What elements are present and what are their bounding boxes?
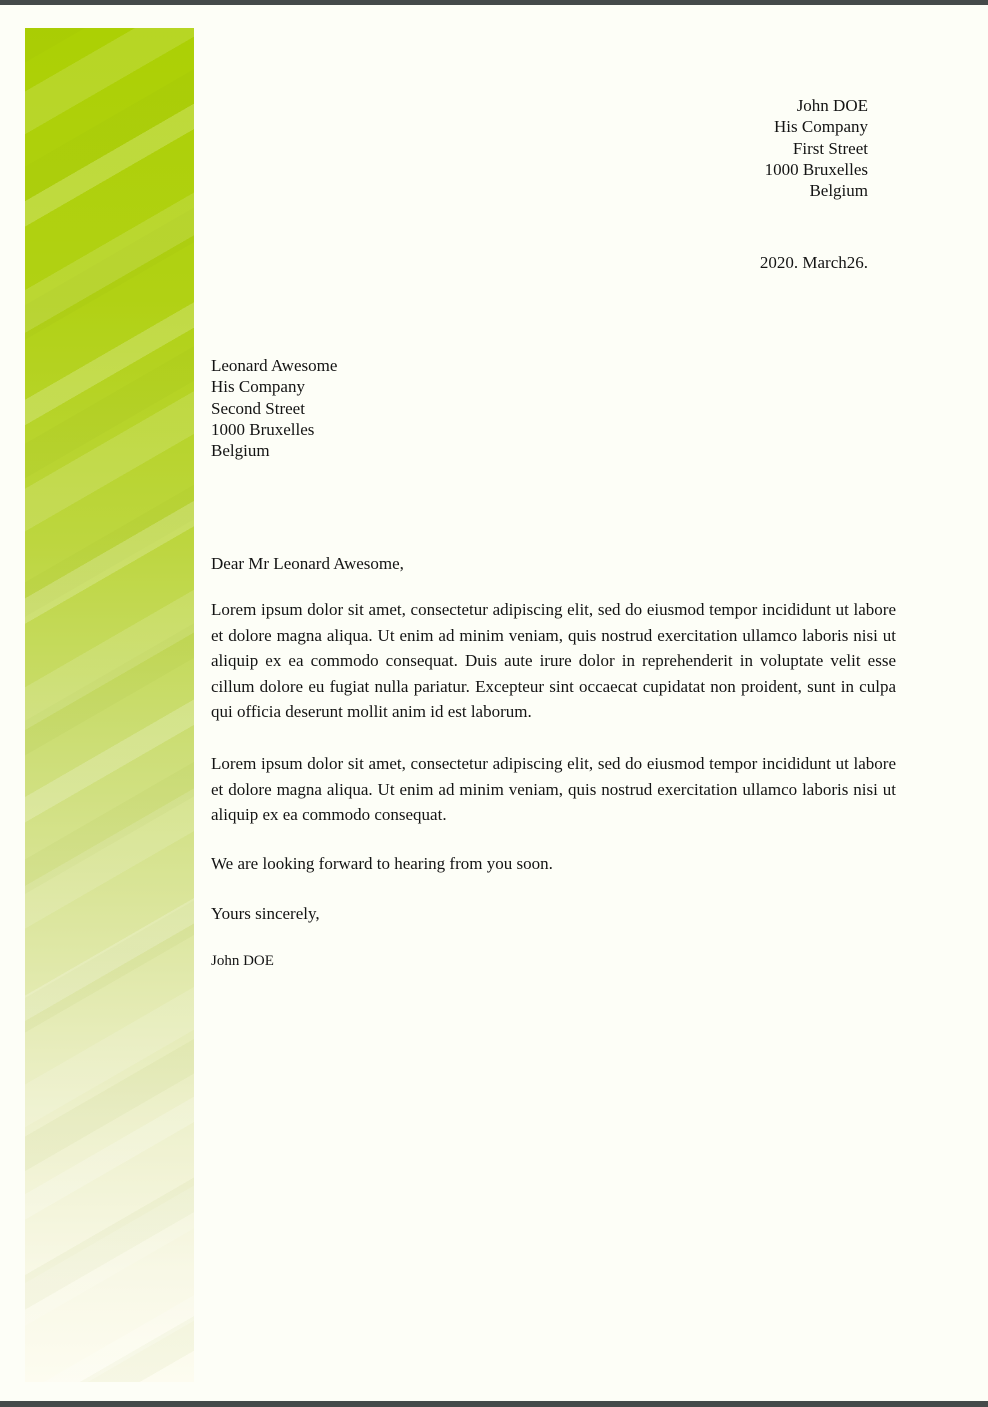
recipient-city: 1000 Bruxelles [211, 419, 315, 439]
valediction: Yours sincerely, [211, 904, 320, 923]
sender-street: First Street [792, 138, 868, 158]
recipient-country: Belgium [211, 441, 270, 461]
recipient-address [211, 355, 337, 461]
bottom-rule [0, 1401, 988, 1407]
recipient-company: His Company [211, 377, 305, 397]
recipient-name: Leonard Awesome [211, 356, 338, 375]
sender-country: Belgium [809, 181, 868, 201]
body-paragraph-2: Lorem ipsum dolor sit amet, consectetur adipiscing elit, sed do eiusmod tempor incididunt ut labore et dolore magna aliqua. Ut enim ad minim veniam, quis nostrud exercitation ullamco laboris nisi ut aliquip ex ea commodo consequat. [211, 754, 896, 825]
sender-city: 1000 Bruxelles [764, 159, 868, 179]
sender-address [765, 95, 868, 201]
date: 2020. March26. [759, 253, 868, 272]
salutation: Dear Mr Leonard Awesome, [211, 554, 404, 573]
signature-name: John DOE [211, 953, 274, 969]
closing-line: We are looking forward to hearing from you soon. [211, 854, 553, 873]
body-paragraph-1: Lorem ipsum dolor sit amet, consectetur adipiscing elit, sed do eiusmod tempor incididunt ut labore et dolore magna aliqua. Ut enim ad minim veniam, quis nostrud exercitation ullamco laboris nisi ut aliquip ex ea commodo consequat. Duis aute irure dolor in reprehenderit in voluptate velit esse cillum dolore eu fugiat nulla pariatur. Excepteur sint occaecat cupidatat non proident, sunt in culpa qui officia deserunt mollit anim id est laborum. [211, 600, 896, 722]
sender-company: His Company [774, 117, 868, 137]
sender-name: John DOE [796, 96, 868, 115]
top-rule [0, 0, 988, 5]
green-gradient-bar [25, 28, 194, 1382]
recipient-street: Second Street [211, 398, 305, 418]
